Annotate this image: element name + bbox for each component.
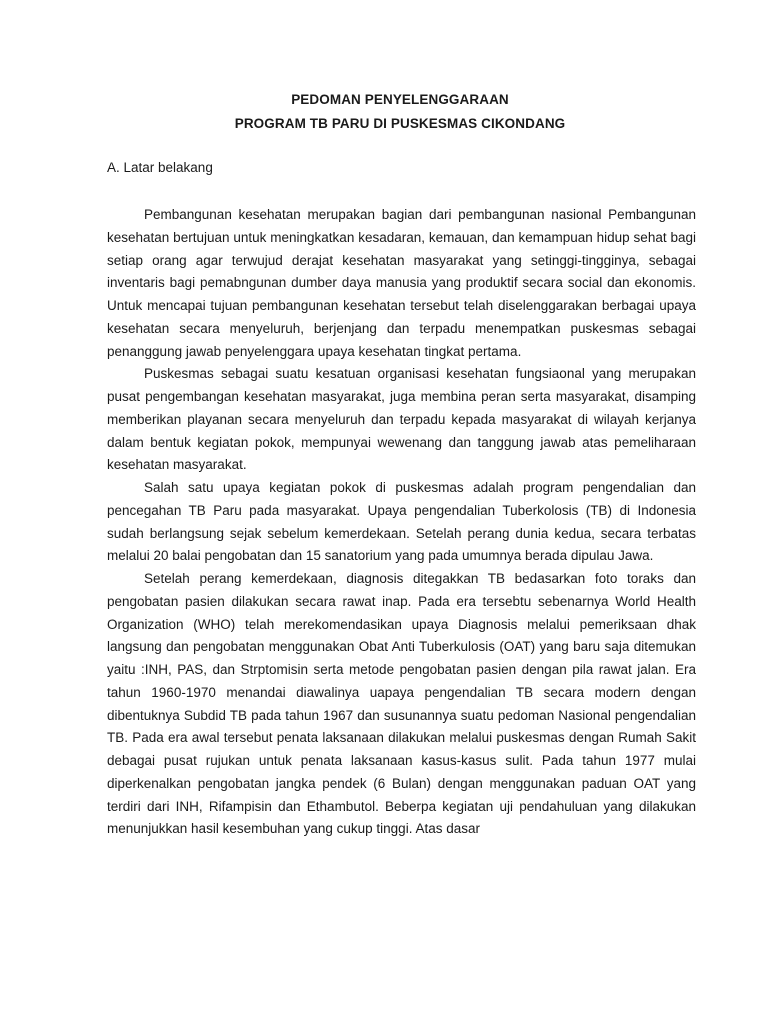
paragraph-1: Pembangunan kesehatan merupakan bagian dari pembangunan nasional Pembangunan kesehatan bertujuan untuk meningkatkan kesadaran, kemauan, dan kemampuan hidup sehat bagi setiap orang agar terwujud derajat kesehatan masyarakat yang setinggi-tingginya, sebagai inventaris bagi pemabngunan dumber daya manusia yang produktif secara social dan ekonomis. Untuk mencapai tujuan pembangunan kesehatan tersebut telah diselenggarakan berbagai upaya kesehatan secara menyeluruh, berjenjang dan terpadu menempatkan puskesmas sebagai penanggung jawab penyelenggara upaya kesehatan tingkat pertama. [107,207,696,359]
paragraph-3: Salah satu upaya kegiatan pokok di puskesmas adalah program pengendalian dan pencegahan TB Paru pada masyarakat. Upaya pengendalian Tuberkolosis (TB) di Indonesia sudah berlangsung sejak sebelum kemerdekaan. Setelah perang dunia kedua, secara terbatas melalui 20 balai pengobatan dan 15 sanatorium yang pada umumnya berada dipulau Jawa. [107,480,696,564]
body-text [107,204,696,841]
document-title-line1: PEDOMAN PENYELENGGARAAN [291,92,509,107]
section-heading: A. Latar belakang [107,160,213,175]
document-title-line2: PROGRAM TB PARU DI PUSKESMAS CIKONDANG [234,116,566,131]
paragraph-2: Puskesmas sebagai suatu kesatuan organisasi kesehatan fungsiaonal yang merupakan pusat pengembangan kesehatan masyarakat, juga membina peran serta masyarakat, disamping memberikan playanan secara menyeluruh dan terpadu kepada masyarakat di wilayah kerjanya dalam bentuk kegiatan pokok, mempunyai wewenang dan tanggung jawab atas pemeliharaan kesehatan masyarakat. [107,366,696,473]
paragraph-4: Setelah perang kemerdekaan, diagnosis ditegakkan TB bedasarkan foto toraks dan pengobatan pasien dilakukan secara rawat inap. Pada era tersebtu sebenarnya World Health Organization (WHO) telah merekomendasikan upaya Diagnosis melalui pemeriksaan dhak langsung dan pengobatan menggunakan Obat Anti Tuberkulosis (OAT) yang baru saja ditemukan yaitu :INH, PAS, dan Strptomisin serta metode pengobatan pasien dengan pila rawat jalan. Era tahun 1960-1970 menandai diawalinya uapaya pengendalian TB secara modern dengan dibentuknya Subdid TB pada tahun 1967 dan susunannya suatu pedoman Nasional pengendalian TB. Pada era awal tersebut penata laksanaan dilakukan melalui puskesmas dengan Rumah Sakit debagai pusat rujukan untuk penata laksanaan kasus-kasus sulit. Pada tahun 1977 mulai diperkenalkan pengobatan jangka pendek (6 Bulan) dengan menggunakan paduan OAT yang terdiri dari INH, Rifampisin dan Ethambutol. Beberpa kegiatan uji pendahuluan yang dilakukan menunjukkan hasil kesembuhan yang cukup tinggi. Atas dasar [107,571,696,837]
